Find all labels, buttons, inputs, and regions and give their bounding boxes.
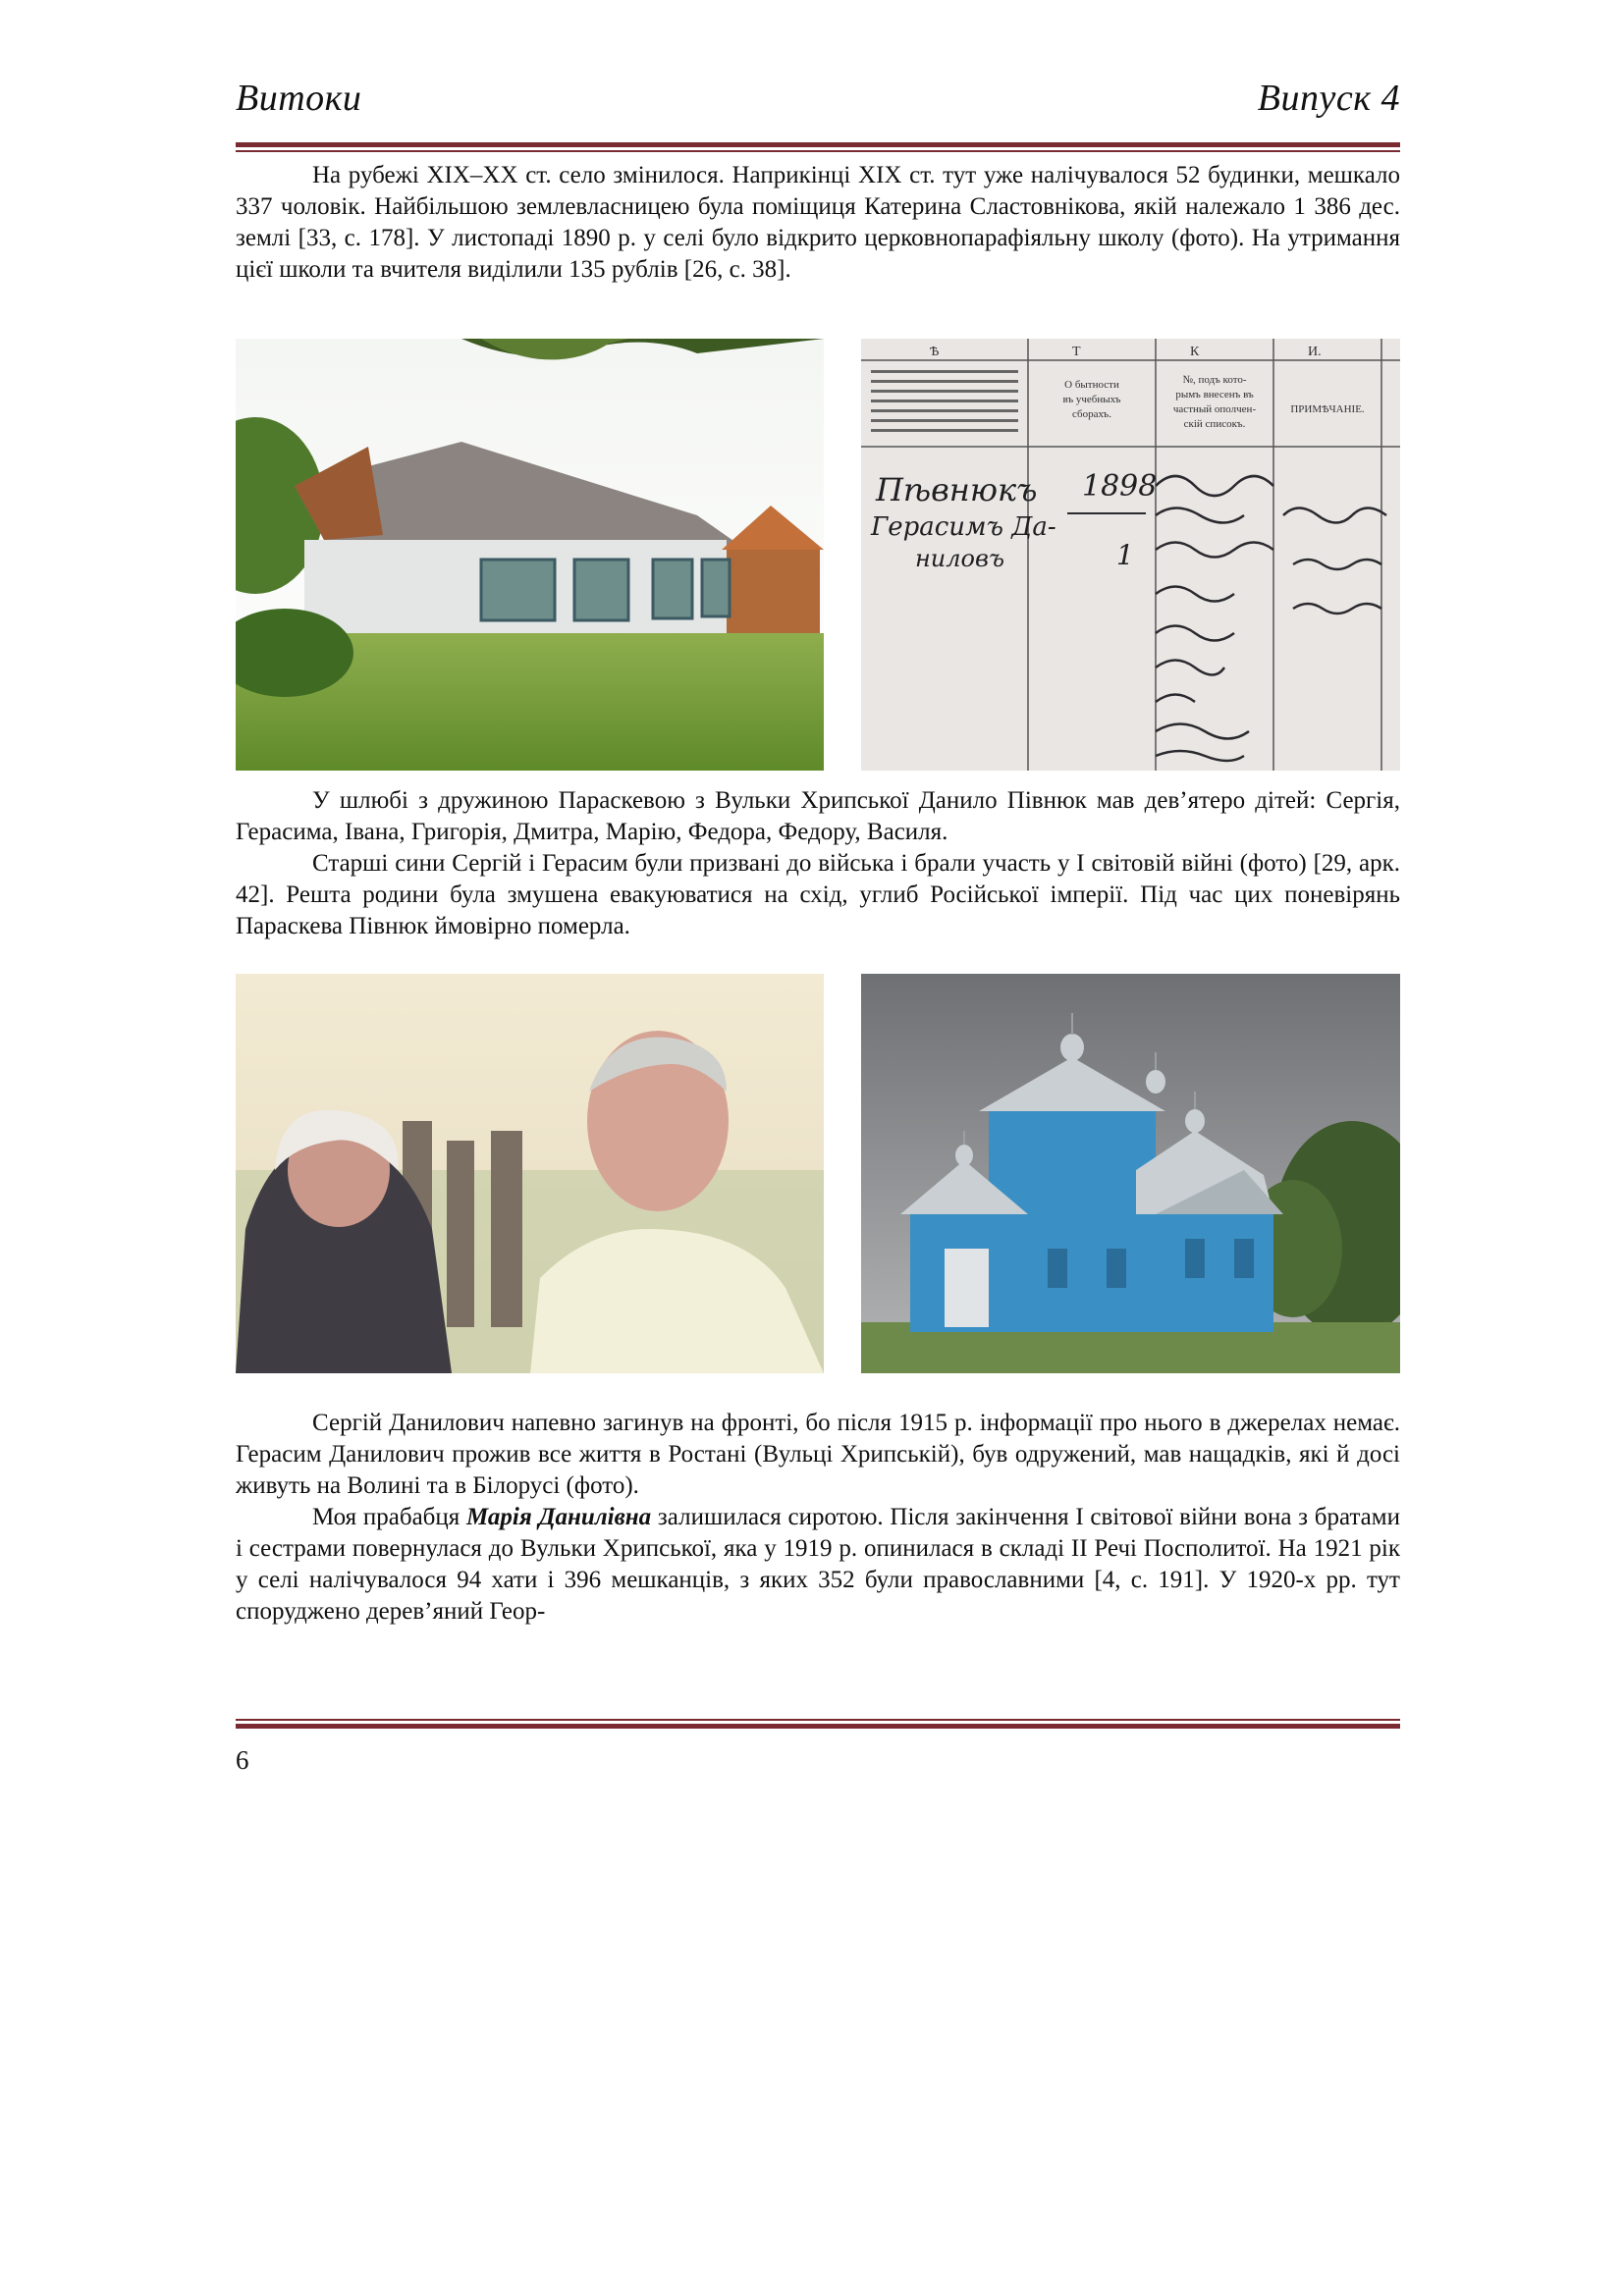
paragraph-marriage: У шлюбі з дружиною Параскевою з Вульки Хрипської Данило Півнюк мав дев’ятеро дітей: Сергія, Герасима, Івана, Григорія, Дмитра, Марію, Федора, Федору, Василя. — [236, 787, 1400, 845]
paragraph-mariia — [236, 1502, 1400, 1628]
record-header-letter: Ѣ — [930, 345, 940, 359]
record-col-label: частный ополчен- — [1172, 403, 1257, 415]
text-block-top — [236, 160, 1400, 286]
record-col-label: рымъ внесенъ въ — [1175, 389, 1254, 400]
couple-photo — [236, 974, 824, 1373]
paragraph-mariia-rest: залишилася сиротою. Після закінчення І світової війни вона з братами і сестрами повернулася до Вульки Хрипської, яка у 1919 р. опинилася в складі ІІ Речі Посполитої. На 1921 рік у селі налічувалося 94 хати і 396 мешканців, з яких 352 були православними [4, с. 191]. У 1920-х рр. тут споруджено дерев’яний Геор- — [236, 1504, 1400, 1625]
paragraph-mariia-intro: Моя прабабця — [312, 1504, 467, 1530]
footer-rule — [236, 1716, 1400, 1729]
handwritten-number: 1 — [1116, 539, 1134, 571]
record-col-label: ПРИМѢЧАНІЕ. — [1290, 403, 1365, 415]
handwritten-name: ниловъ — [915, 545, 1004, 572]
journal-title: Витоки — [236, 78, 362, 119]
page-number: 6 — [236, 1745, 249, 1775]
paragraph-school: На рубежі XIX–XX ст. село змінилося. Наприкінці XIX ст. тут уже налічувалося 52 будинки, мешкало 337 чоловік. Найбільшою землевласницею була поміщиця Катерина Сластовнікова, якій належало 1 386 дес. землі [33, с. 178]. У листопаді 1890 р. у селі було відкрито церковнопарафіяльну школу (фото). На утримання цієї школи та вчителя виділили 135 рублів [26, с. 38]. — [236, 162, 1400, 283]
text-block-middle — [236, 785, 1400, 942]
school-photo — [236, 339, 824, 771]
handwritten-year: 1898 — [1082, 469, 1158, 504]
record-col-label: О бытности — [1064, 379, 1119, 391]
record-col-label: въ учебныхъ — [1062, 394, 1121, 405]
church-photo — [861, 974, 1400, 1373]
record-header-letter: К — [1190, 345, 1200, 359]
record-col-label: скій списокъ. — [1183, 418, 1246, 430]
issue-number: Випуск 4 — [1257, 78, 1400, 119]
text-block-bottom — [236, 1408, 1400, 1628]
running-header — [236, 77, 1400, 126]
record-col-label: сборахъ. — [1071, 408, 1112, 420]
record-header-letter: Т — [1072, 345, 1081, 359]
handwritten-name: Герасимъ Да- — [871, 512, 1056, 542]
archival-record-photo — [861, 339, 1400, 771]
record-col-label: №, подъ кото- — [1182, 374, 1247, 386]
handwritten-name: Пѣвнюкъ — [876, 471, 1038, 508]
record-header-letter: И. — [1308, 345, 1322, 359]
highlighted-name: Марія Данилівна — [466, 1504, 652, 1530]
paragraph-war: Старші сини Сергій і Герасим були призвані до війська і брали участь у І світовій війні (фото) [29, арк. 42]. Решта родини була змушена евакуюватися на схід, углиб Російської імперії. Під час цих поневірянь Параскева Півнюк ймовірно померла. — [236, 850, 1400, 939]
header-rule — [236, 142, 1400, 152]
paragraph-serhii: Сергій Данилович напевно загинув на фронті, бо після 1915 р. інформації про нього в джерелах немає. Герасим Данилович прожив все життя в Ростані (Вульці Хрипській), був одружений, мав нащадків, які й досі живуть на Волині та в Білорусі (фото). — [236, 1410, 1400, 1499]
